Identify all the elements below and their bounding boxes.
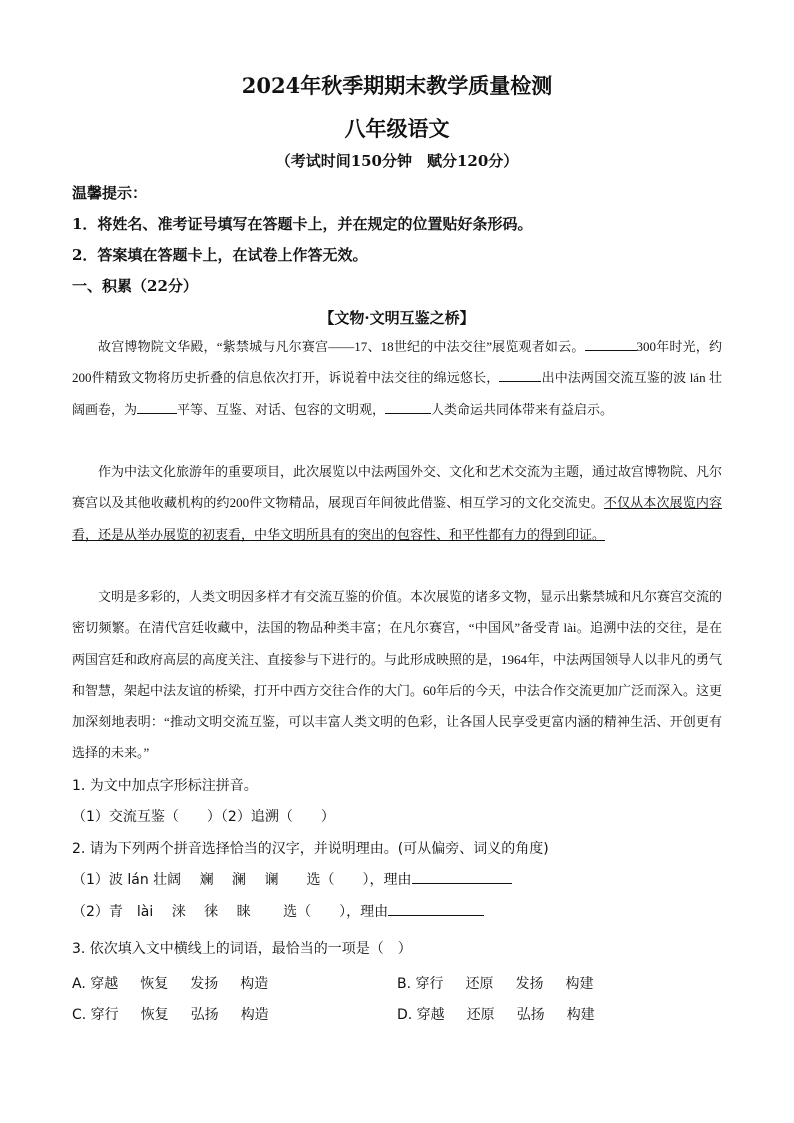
option-a: A. 穿越 恢复 发扬 构造 bbox=[72, 976, 269, 992]
underlined-sentence: 不仅从本次展览内容看，还是从举办展览的初衷看，中华文明所具有的突出的包容性、和平性都有力的得到印证。 bbox=[72, 495, 722, 542]
passage-paragraph-3: 文明是多彩的，人类文明因多样才有交流互鉴的价值。本次展览的诸多文物，显示出紫禁城和凡尔赛宫交流的密切频繁。在清代宫廷收藏中，法国的物品种类丰富；在凡尔赛宫，“中国风”备受青 lài。追溯中法的交往，是在两国宫廷和政府高层的高度关注、直接参与下进行的。与此形成映照的是，1964年，中法两国领导人以非凡的勇气和智慧，架起中法友谊的桥梁，打开中西方交往合作的大门。60年后的今天，中法合作交流更加广泛而深入。这更加深刻地表明：“推动文明交流互鉴，可以丰富人类文明的色彩，让各国人民享受更富内涵的精神生活、开创更有选择的未来。” bbox=[72, 589, 723, 761]
option-d: D. 穿越 还原 弘扬 构建 bbox=[397, 1007, 595, 1023]
question-2-item-1: （1）波 lán 壮阔 斓 澜 谰 选（ ），理由 bbox=[72, 869, 512, 889]
question-2: 2. 请为下列两个拼音选择恰当的汉字，并说明理由。(可从偏旁、词义的角度) bbox=[72, 841, 549, 857]
exam-title: 2024年秋季期期末教学质量检测 bbox=[241, 73, 553, 98]
question-1-items: （1）交流互鉴（ ）（2）追溯（ ） bbox=[72, 809, 335, 825]
passage-paragraph-2: 作为中法文化旅游年的重要项目，此次展览以中法两国外交、文化和艺术交流为主题，通过故宫博物院、凡尔赛宫以及其他收藏机构的约200件文物精品，展现百年间彼此借鉴、相互学习的文化交流史。不仅从本次展览内容看，还是从举办展览的初衷看，中华文明所具有的突出的包容性、和平性都有力的得到印证。 bbox=[72, 464, 723, 542]
exam-subject: 八年级语文 bbox=[344, 116, 450, 141]
option-b: B. 穿行 还原 发扬 构建 bbox=[397, 976, 594, 992]
section-heading: 一、积累（22分） bbox=[72, 277, 198, 295]
note-item-2: 2．答案填在答题卡上，在试卷上作答无效。 bbox=[72, 246, 368, 264]
question-2-item-2: （2）青 lài 涞 徕 睐 选（ ），理由 bbox=[72, 901, 484, 921]
passage-paragraph-1: 故宫博物院文华殿，“紫禁城与凡尔赛宫——17、18世纪的中法交往”展览观者如云。 300年时光，约200件精致文物将历史折叠的信息依次打开，诉说着中法交往的绵远悠长， 出中法两国交流互鉴的波 lán 壮阔画卷，为 平等、互鉴、对话、包容的文明观， 人类命运共同体带来有益启示。 bbox=[72, 339, 722, 417]
question-3: 3. 依次填入文中横线上的词语，最恰当的一项是（ ） bbox=[72, 941, 412, 957]
passage-title: 【文物·文明互鉴之桥】 bbox=[319, 309, 475, 327]
note-item-1: 1．将姓名、准考证号填写在答题卡上，并在规定的位置贴好条形码。 bbox=[72, 215, 533, 233]
exam-info: （考试时间150分钟 赋分120分） bbox=[275, 152, 519, 170]
question-1: 1. 为文中加点字形标注拼音。 bbox=[72, 778, 258, 794]
notes-heading: 温馨提示： bbox=[72, 184, 148, 202]
option-c: C. 穿行 恢复 弘扬 构造 bbox=[72, 1007, 269, 1023]
